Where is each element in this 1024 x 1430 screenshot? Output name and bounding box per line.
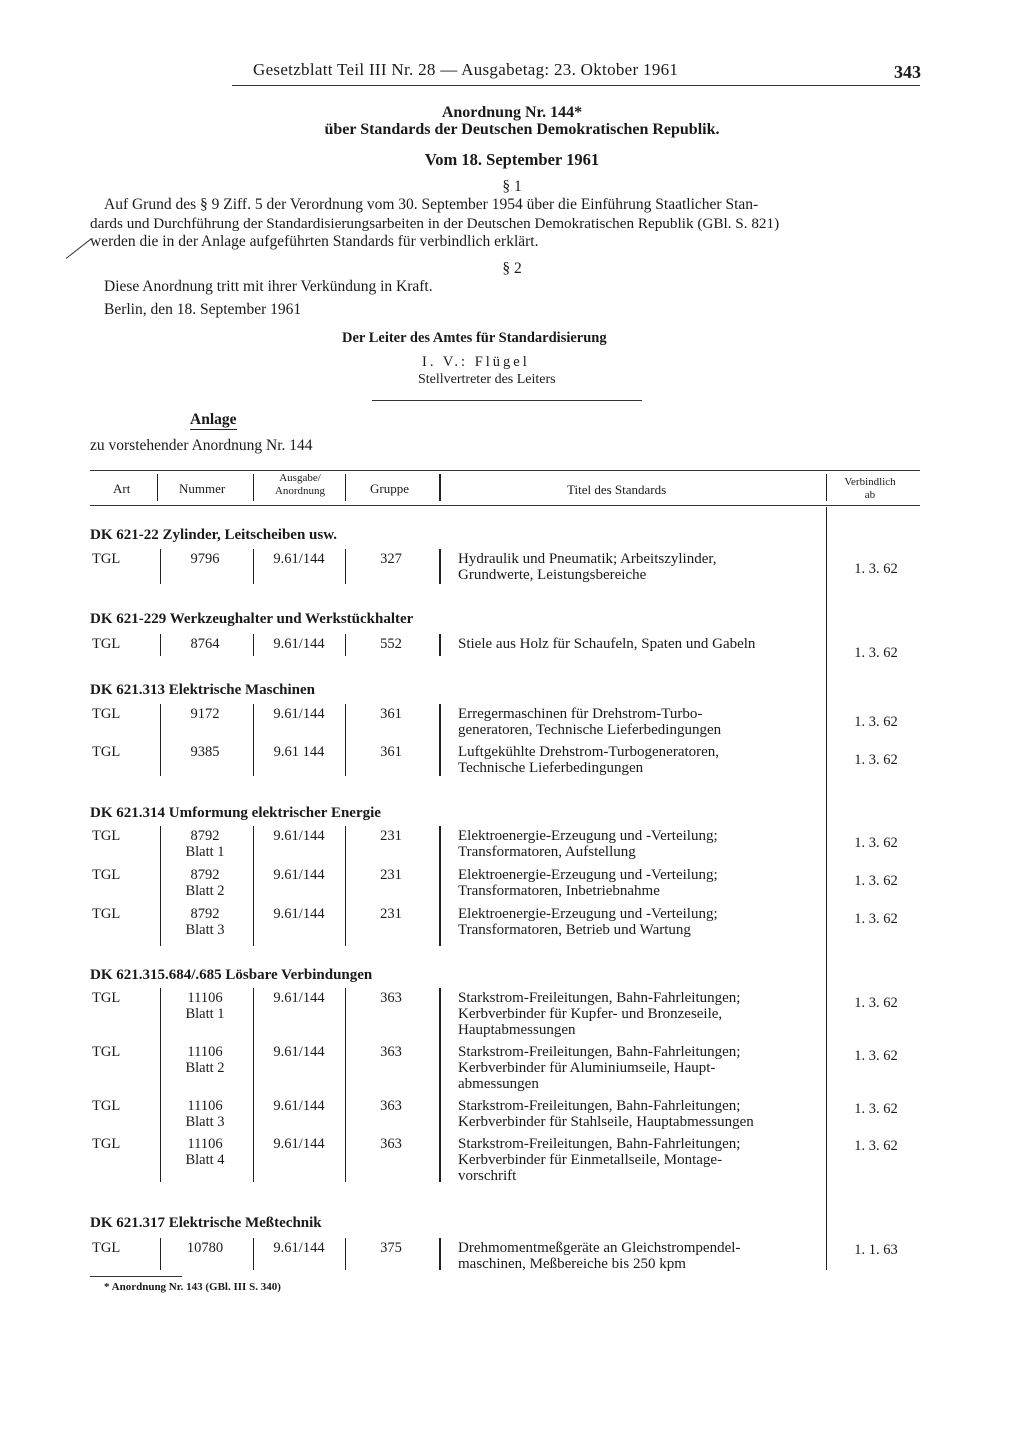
row-edition: 9.61/144 xyxy=(273,1044,325,1060)
row-title-line: abmessungen xyxy=(458,1076,539,1092)
section-1-line-2: dards und Durchführung der Standardisierungsarbeiten in der Deutschen Demokratischen Republik (GBl. S. 821) xyxy=(90,215,780,232)
column-divider xyxy=(160,704,161,776)
annex-title: Anlage xyxy=(190,411,237,428)
row-number: 10780 xyxy=(186,1240,224,1256)
column-divider xyxy=(160,826,161,946)
column-divider xyxy=(439,704,441,776)
column-divider xyxy=(253,826,254,946)
column-divider xyxy=(439,634,441,656)
row-group: 375 xyxy=(380,1240,402,1256)
row-number: 11106 xyxy=(187,1044,223,1060)
col-header-verbindlich-2: ab xyxy=(864,489,876,501)
row-valid-from: 1. 3. 62 xyxy=(854,714,898,730)
row-number: 8792 xyxy=(190,906,220,922)
row-valid-from: 1. 3. 62 xyxy=(854,561,898,577)
column-divider xyxy=(253,634,254,656)
signatory-office: Der Leiter des Amtes für Standardisierung xyxy=(342,330,607,346)
row-edition: 9.61 144 xyxy=(273,744,325,760)
row-group: 361 xyxy=(380,744,402,760)
row-edition: 9.61/144 xyxy=(273,828,325,844)
row-title-line: Luftgekühlte Drehstrom-Turbogeneratoren, xyxy=(458,744,720,760)
valid-from-column-rule xyxy=(826,507,827,1270)
row-title-line: Starkstrom-Freileitungen, Bahn-Fahrleitungen; xyxy=(458,1098,741,1114)
header-divider xyxy=(439,474,441,501)
row-sheet: Blatt 3 xyxy=(185,922,225,938)
column-divider xyxy=(439,826,441,946)
section-2-mark: § 2 xyxy=(502,260,522,277)
row-edition: 9.61/144 xyxy=(273,906,325,922)
row-valid-from: 1. 3. 62 xyxy=(854,645,898,661)
signatory-name: I. V.: Flügel xyxy=(422,354,530,370)
col-header-ausgabe-2: Anordnung xyxy=(274,485,326,497)
row-title-line: Kerbverbinder für Aluminiumseile, Haupt- xyxy=(458,1060,716,1076)
row-art: TGL xyxy=(92,1136,121,1152)
margin-pen-mark xyxy=(66,238,92,258)
row-title-line: Transformatoren, Betrieb und Wartung xyxy=(458,922,691,938)
table-header-rule xyxy=(90,505,920,506)
column-divider xyxy=(253,1238,254,1270)
column-divider xyxy=(439,549,441,584)
section-heading: DK 621.313 Elektrische Maschinen xyxy=(90,682,315,698)
row-number: 9385 xyxy=(190,744,220,760)
row-title-line: Kerbverbinder für Einmetallseile, Montage- xyxy=(458,1152,723,1168)
col-header-verbindlich-1: Verbindlich xyxy=(844,476,896,488)
row-title-line: Starkstrom-Freileitungen, Bahn-Fahrleitungen; xyxy=(458,1136,741,1152)
section-heading: DK 621-22 Zylinder, Leitscheiben usw. xyxy=(90,527,337,543)
column-divider xyxy=(345,549,346,584)
col-header-ausgabe-1: Ausgabe/ xyxy=(279,472,321,484)
column-divider xyxy=(345,988,346,1182)
row-group: 363 xyxy=(380,1136,402,1152)
row-sheet: Blatt 2 xyxy=(185,883,225,899)
row-title-line: Elektroenergie-Erzeugung und -Verteilung; xyxy=(458,828,718,844)
footnote: * Anordnung Nr. 143 (GBl. III S. 340) xyxy=(104,1281,281,1293)
row-title-line: Erregermaschinen für Drehstrom-Turbo- xyxy=(458,706,703,722)
row-title-line: Grundwerte, Leistungsbereiche xyxy=(458,567,647,583)
row-art: TGL xyxy=(92,828,121,844)
row-title-line: generatoren, Technische Lieferbedingungen xyxy=(458,722,722,738)
column-divider xyxy=(160,988,161,1182)
row-number: 11106 xyxy=(187,990,223,1006)
row-group: 231 xyxy=(380,906,402,922)
section-2-text: Diese Anordnung tritt mit ihrer Verkündung in Kraft. xyxy=(104,278,433,295)
column-divider xyxy=(345,1238,346,1270)
section-heading: DK 621-229 Werkzeughalter und Werkstückhalter xyxy=(90,611,414,627)
row-group: 552 xyxy=(380,636,402,652)
row-edition: 9.61/144 xyxy=(273,1240,325,1256)
column-divider xyxy=(439,1238,441,1270)
row-art: TGL xyxy=(92,551,121,567)
row-art: TGL xyxy=(92,1240,121,1256)
row-group: 363 xyxy=(380,990,402,1006)
table-top-rule xyxy=(90,470,920,471)
row-title-line: Elektroenergie-Erzeugung und -Verteilung; xyxy=(458,906,718,922)
section-heading: DK 621.317 Elektrische Meßtechnik xyxy=(90,1215,322,1231)
row-art: TGL xyxy=(92,867,121,883)
section-1-mark: § 1 xyxy=(502,178,522,195)
place-date: Berlin, den 18. September 1961 xyxy=(104,301,302,318)
section-heading: DK 621.315.684/.685 Lösbare Verbindungen xyxy=(90,967,373,983)
header-divider xyxy=(253,474,254,501)
row-sheet: Blatt 1 xyxy=(185,844,225,860)
row-art: TGL xyxy=(92,636,121,652)
row-valid-from: 1. 3. 62 xyxy=(854,752,898,768)
col-header-nummer: Nummer xyxy=(179,481,226,496)
row-art: TGL xyxy=(92,706,121,722)
row-title-line: Transformatoren, Aufstellung xyxy=(458,844,636,860)
header-rule xyxy=(232,85,920,86)
row-group: 231 xyxy=(380,867,402,883)
row-edition: 9.61/144 xyxy=(273,990,325,1006)
row-number: 8764 xyxy=(190,636,220,652)
row-title-line: Transformatoren, Inbetriebnahme xyxy=(458,883,660,899)
row-title-line: Drehmomentmeßgeräte an Gleichstrompendel- xyxy=(458,1240,741,1256)
signatory-role: Stellvertreter des Leiters xyxy=(418,372,556,387)
row-art: TGL xyxy=(92,1098,121,1114)
row-number: 8792 xyxy=(190,867,220,883)
row-art: TGL xyxy=(92,990,121,1006)
row-title-line: Technische Lieferbedingungen xyxy=(458,760,644,776)
row-edition: 9.61/144 xyxy=(273,1136,325,1152)
row-sheet: Blatt 4 xyxy=(185,1152,225,1168)
row-number: 11106 xyxy=(187,1136,223,1152)
row-valid-from: 1. 3. 62 xyxy=(854,995,898,1011)
row-art: TGL xyxy=(92,1044,121,1060)
row-group: 361 xyxy=(380,706,402,722)
row-valid-from: 1. 3. 62 xyxy=(854,911,898,927)
column-divider xyxy=(160,549,161,584)
row-title-line: Kerbverbinder für Stahlseile, Hauptabmessungen xyxy=(458,1114,754,1130)
row-sheet: Blatt 1 xyxy=(185,1006,225,1022)
column-divider xyxy=(253,988,254,1182)
row-edition: 9.61/144 xyxy=(273,867,325,883)
ordinance-title: Anordnung Nr. 144* xyxy=(441,104,583,121)
page-number: 343 xyxy=(894,62,921,82)
column-divider xyxy=(253,704,254,776)
ordinance-date: Vom 18. September 1961 xyxy=(424,150,600,169)
row-title-line: Hydraulik und Pneumatik; Arbeitszylinder, xyxy=(458,551,717,567)
col-header-art: Art xyxy=(113,481,131,496)
row-edition: 9.61/144 xyxy=(273,1098,325,1114)
header-divider xyxy=(345,474,346,501)
row-group: 231 xyxy=(380,828,402,844)
row-number: 8792 xyxy=(190,828,220,844)
header-divider xyxy=(157,474,158,501)
row-title-line: Stiele aus Holz für Schaufeln, Spaten und Gabeln xyxy=(458,636,756,652)
signature-rule xyxy=(372,400,642,401)
row-title-line: Starkstrom-Freileitungen, Bahn-Fahrleitungen; xyxy=(458,1044,741,1060)
column-divider xyxy=(345,634,346,656)
column-divider xyxy=(160,634,161,656)
col-header-titel: Titel des Standards xyxy=(567,482,667,497)
ordinance-subtitle: über Standards der Deutschen Demokratischen Republik. xyxy=(324,121,720,138)
row-valid-from: 1. 3. 62 xyxy=(854,835,898,851)
row-number: 11106 xyxy=(187,1098,223,1114)
annex-subtitle: zu vorstehender Anordnung Nr. 144 xyxy=(90,437,313,454)
row-group: 363 xyxy=(380,1044,402,1060)
row-number: 9172 xyxy=(190,706,220,722)
row-title-line: Kerbverbinder für Kupfer- und Bronzeseile, xyxy=(458,1006,723,1022)
row-art: TGL xyxy=(92,744,121,760)
column-divider xyxy=(160,1238,161,1270)
row-group: 327 xyxy=(380,551,402,567)
row-title-line: Elektroenergie-Erzeugung und -Verteilung; xyxy=(458,867,718,883)
row-edition: 9.61/144 xyxy=(273,706,325,722)
column-divider xyxy=(345,826,346,946)
column-divider xyxy=(345,704,346,776)
row-title-line: vorschrift xyxy=(458,1168,517,1184)
section-1-line-1: Auf Grund des § 9 Ziff. 5 der Verordnung vom 30. September 1954 über die Einführung Staatlicher Stan- xyxy=(104,196,759,213)
footnote-rule xyxy=(90,1276,182,1277)
row-title-line: Starkstrom-Freileitungen, Bahn-Fahrleitungen; xyxy=(458,990,741,1006)
row-edition: 9.61/144 xyxy=(273,551,325,567)
row-edition: 9.61/144 xyxy=(273,636,325,652)
row-title-line: Hauptabmessungen xyxy=(458,1022,576,1038)
column-divider xyxy=(253,549,254,584)
col-header-gruppe: Gruppe xyxy=(370,481,409,496)
row-valid-from: 1. 3. 62 xyxy=(854,1101,898,1117)
row-valid-from: 1. 3. 62 xyxy=(854,1048,898,1064)
section-heading: DK 621.314 Umformung elektrischer Energie xyxy=(90,805,381,821)
column-divider xyxy=(439,988,441,1182)
section-1-line-3: werden die in der Anlage aufgeführten Standards für verbindlich erklärt. xyxy=(90,233,539,250)
header-divider xyxy=(826,474,827,501)
row-group: 363 xyxy=(380,1098,402,1114)
row-valid-from: 1. 3. 62 xyxy=(854,1138,898,1154)
row-art: TGL xyxy=(92,906,121,922)
row-number: 9796 xyxy=(190,551,220,567)
row-sheet: Blatt 2 xyxy=(185,1060,225,1076)
running-header: Gesetzblatt Teil III Nr. 28 — Ausgabetag: 23. Oktober 1961 xyxy=(253,60,679,79)
row-sheet: Blatt 3 xyxy=(185,1114,225,1130)
row-valid-from: 1. 3. 62 xyxy=(854,873,898,889)
row-valid-from: 1. 1. 63 xyxy=(854,1242,898,1258)
row-title-line: maschinen, Meßbereiche bis 250 kpm xyxy=(458,1256,686,1272)
